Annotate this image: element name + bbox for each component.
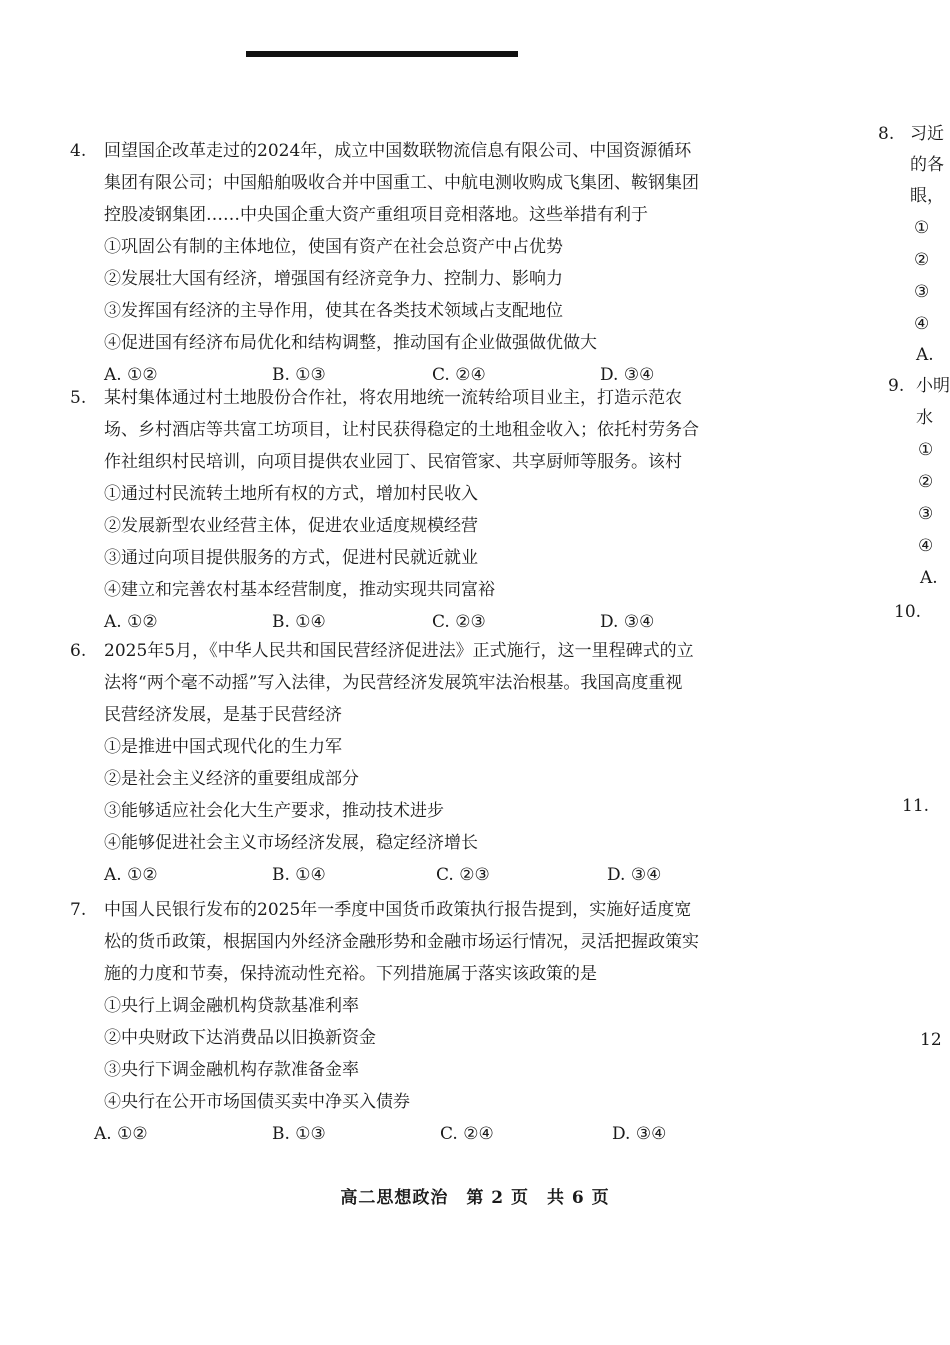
- q8-number: 8.: [878, 124, 895, 144]
- choice-b: B. ①③: [272, 365, 326, 385]
- question-stem-line: 2025年5月，《中华人民共和国民营经济促进法》正式施行，这一里程碑式的立: [104, 641, 694, 661]
- statement-option: ③央行下调金融机构存款准备金率: [104, 1060, 359, 1080]
- question-stem-line: 施的力度和节奏，保持流动性充裕。下列措施属于落实该政策的是: [104, 964, 597, 984]
- question-stem-line: 场、乡村酒店等共富工坊项目，让村民获得稳定的土地租金收入；依托村劳务合: [104, 420, 699, 440]
- choice-c: C. ②③: [432, 612, 486, 632]
- q9-option: ③: [918, 504, 934, 524]
- question-6: [70, 635, 800, 891]
- choice-c: C. ②④: [432, 365, 486, 385]
- choice-d: D. ③④: [612, 1124, 667, 1144]
- q9-option: ①: [918, 440, 934, 460]
- question-4: [70, 135, 800, 391]
- choice-a: A. ①②: [104, 865, 158, 885]
- question-7: [70, 894, 800, 1150]
- q9-line: 水: [916, 408, 933, 428]
- choice-a: A. ①②: [94, 1124, 148, 1144]
- q11-number: 11.: [902, 796, 930, 816]
- choice-c: C. ②④: [440, 1124, 494, 1144]
- statement-option: ②发展壮大国有经济，增强国有经济竞争力、控制力、影响力: [104, 269, 563, 289]
- q8-line: 眼，: [910, 186, 944, 206]
- question-number: 7.: [70, 900, 87, 920]
- choice-d: D. ③④: [607, 865, 662, 885]
- choice-b: B. ①④: [272, 612, 326, 632]
- question-stem-line: 中国人民银行发布的2025年一季度中国货币政策执行报告提到，实施好适度宽: [104, 900, 692, 920]
- question-number: 5.: [70, 388, 87, 408]
- question-stem-line: 松的货币政策，根据国内外经济金融形势和金融市场运行情况，灵活把握政策实: [104, 932, 699, 952]
- adjacent-page-fragment: [872, 0, 950, 1345]
- question-stem-line: 作社组织村民培训，向项目提供农业园丁、民宿管家、共享厨师等服务。该村: [104, 452, 682, 472]
- q9-option: ④: [918, 536, 934, 556]
- statement-option: ③发挥国有经济的主导作用，使其在各类技术领域占支配地位: [104, 301, 563, 321]
- q8-line: 习近: [910, 124, 944, 144]
- question-stem-line: 民营经济发展，是基于民营经济: [104, 705, 342, 725]
- question-5: [70, 382, 800, 638]
- statement-option: ②发展新型农业经营主体，促进农业适度规模经营: [104, 516, 478, 536]
- statement-option: ③能够适应社会化大生产要求，推动技术进步: [104, 801, 444, 821]
- answer-choices: [70, 1118, 800, 1150]
- choice-a: A. ①②: [104, 612, 158, 632]
- question-number: 4.: [70, 141, 87, 161]
- answer-choices: [70, 606, 800, 638]
- q10-number: 10.: [894, 602, 922, 622]
- q9-option: ②: [918, 472, 934, 492]
- q9-choice: A.: [920, 568, 938, 588]
- q8-option: ②: [914, 250, 930, 270]
- q8-option: ①: [914, 218, 930, 238]
- question-stem-line: 法将“两个毫不动摇”写入法律，为民营经济发展筑牢法治根基。我国高度重视: [104, 673, 683, 693]
- statement-option: ④促进国有经济布局优化和结构调整，推动国有企业做强做优做大: [104, 333, 597, 353]
- statement-option: ①巩固公有制的主体地位，使国有资产在社会总资产中占优势: [104, 237, 563, 257]
- choice-b: B. ①④: [272, 865, 326, 885]
- question-stem-line: 回望国企改革走过的2024年，成立中国数联物流信息有限公司、中国资源循环: [104, 141, 692, 161]
- q8-line: 的各: [910, 155, 944, 175]
- q9-line: 小明: [916, 376, 950, 396]
- q12-number: 12: [920, 1030, 942, 1050]
- choice-d: D. ③④: [600, 612, 655, 632]
- question-stem-line: 集团有限公司；中国船舶吸收合并中国重工、中航电测收购成飞集团、鞍钢集团: [104, 173, 699, 193]
- statement-option: ④央行在公开市场国债买卖中净买入债券: [104, 1092, 410, 1112]
- statement-option: ④能够促进社会主义市场经济发展，稳定经济增长: [104, 833, 478, 853]
- statement-option: ①央行上调金融机构贷款基准利率: [104, 996, 359, 1016]
- statement-option: ②是社会主义经济的重要组成部分: [104, 769, 359, 789]
- statement-option: ②中央财政下达消费品以旧换新资金: [104, 1028, 376, 1048]
- statement-option: ①是推进中国式现代化的生力军: [104, 737, 342, 757]
- q8-option: ④: [914, 314, 930, 334]
- q8-choice: A.: [916, 345, 934, 365]
- question-number: 6.: [70, 641, 87, 661]
- q9-number: 9.: [888, 376, 905, 396]
- statement-option: ①通过村民流转土地所有权的方式，增加村民收入: [104, 484, 478, 504]
- choice-b: B. ①③: [272, 1124, 326, 1144]
- choice-d: D. ③④: [600, 365, 655, 385]
- choice-c: C. ②③: [436, 865, 490, 885]
- choice-a: A. ①②: [104, 365, 158, 385]
- question-stem-line: 控股凌钢集团……中央国企重大资产重组项目竞相落地。这些举措有利于: [104, 205, 648, 225]
- top-black-bar: [246, 51, 518, 57]
- answer-choices: [70, 859, 800, 891]
- page-footer: 高二思想政治 第 2 页 共 6 页: [340, 1188, 610, 1208]
- question-stem-line: 某村集体通过村土地股份合作社，将农用地统一流转给项目业主，打造示范农: [104, 388, 682, 408]
- statement-option: ③通过向项目提供服务的方式，促进村民就近就业: [104, 548, 478, 568]
- q8-option: ③: [914, 282, 930, 302]
- statement-option: ④建立和完善农村基本经营制度，推动实现共同富裕: [104, 580, 495, 600]
